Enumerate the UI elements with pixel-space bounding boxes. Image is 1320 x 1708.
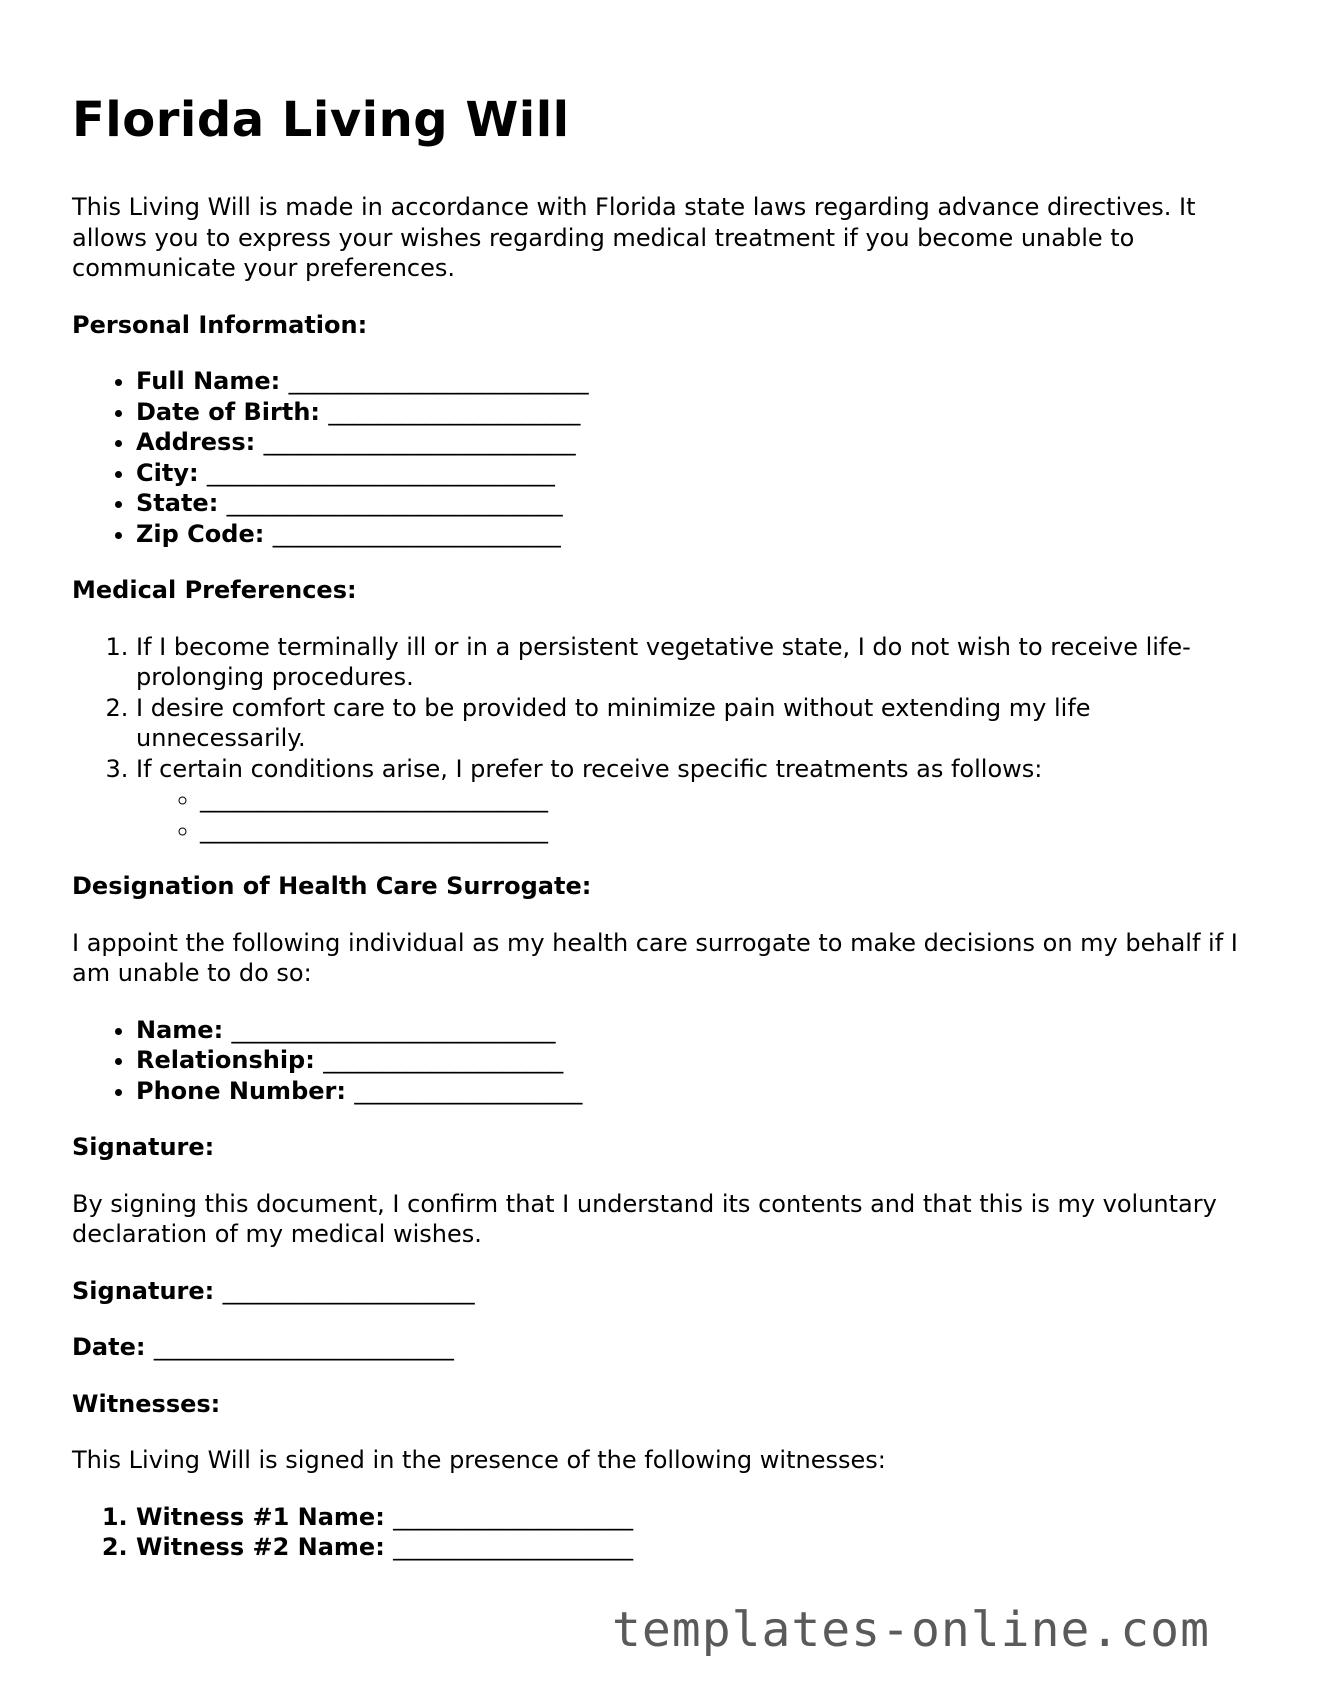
medical-preference-item: 1. If I become terminally ill or in a persistent vegetative state, I do not wish to receive life-prolonging procedures.: [136, 632, 1252, 693]
address-blank[interactable]: __________________________: [263, 428, 576, 456]
watermark-text: templates-online.com: [612, 1602, 1210, 1658]
witness-2-field: [136, 1532, 1252, 1563]
phone-number-field: [136, 1076, 1252, 1107]
witness-1-blank[interactable]: ____________________: [393, 1502, 634, 1531]
specific-treatment-item: [200, 815, 1252, 846]
full-name-blank[interactable]: _________________________: [288, 367, 589, 395]
field-label: City:: [136, 458, 199, 487]
signature-field: [72, 1276, 1252, 1307]
medical-preferences-list: [72, 632, 1252, 846]
field-label: Name:: [136, 1015, 224, 1044]
field-label: Relationship:: [136, 1046, 315, 1074]
personal-info-list: [72, 366, 1252, 549]
surrogate-heading: Designation of Health Care Surrogate:: [72, 872, 592, 900]
medical-preference-item: 2. I desire comfort care to be provided to minimize pain without extending my life unnecessarily.: [136, 693, 1252, 754]
intro-paragraph: This Living Will is made in accordance with Florida state laws regarding advance directives. It allows you to express your wishes regarding medical treatment if you become unable to communicate your preferences.: [72, 193, 1196, 282]
date-of-birth-blank[interactable]: _____________________: [328, 397, 581, 426]
zip-code-field: [136, 519, 1252, 550]
surrogate-name-blank[interactable]: ___________________________: [231, 1015, 556, 1044]
signature-blank[interactable]: _____________________: [222, 1276, 475, 1305]
field-label: State:: [136, 489, 219, 517]
specific-treatment-blank[interactable]: _____________________________: [200, 785, 548, 813]
field-label: Date:: [72, 1333, 146, 1361]
state-blank[interactable]: ____________________________: [226, 489, 563, 517]
phone-number-blank[interactable]: ___________________: [354, 1076, 583, 1105]
witnesses-list: [72, 1502, 1252, 1563]
field-label: Address:: [136, 428, 256, 456]
city-field: [136, 458, 1252, 489]
city-blank[interactable]: _____________________________: [206, 458, 555, 487]
state-field: [136, 488, 1252, 519]
zip-code-blank[interactable]: ________________________: [272, 519, 561, 548]
address-field: [136, 427, 1252, 458]
date-of-birth-field: [136, 397, 1252, 428]
field-label: Full Name:: [136, 367, 281, 395]
relationship-field: [136, 1045, 1252, 1076]
field-label: Phone Number:: [136, 1076, 346, 1105]
surrogate-name-field: [136, 1015, 1252, 1046]
medical-preferences-heading: Medical Preferences:: [72, 576, 357, 604]
relationship-blank[interactable]: ____________________: [323, 1046, 564, 1074]
witnesses-paragraph: This Living Will is signed in the presence of the following witnesses:: [72, 1446, 886, 1474]
field-label: Witness #1 Name:: [136, 1502, 385, 1531]
date-field: [72, 1332, 1252, 1363]
full-name-field: [136, 366, 1252, 397]
medical-preference-text: If certain conditions arise, I prefer to receive specific treatments as follows:: [136, 754, 1043, 783]
specific-treatments-list: [136, 784, 1252, 845]
document-page: [72, 90, 1252, 1589]
signature-heading: Signature:: [72, 1133, 215, 1161]
specific-treatment-item: [200, 784, 1252, 815]
witnesses-heading: Witnesses:: [72, 1389, 221, 1418]
surrogate-paragraph: I appoint the following individual as my health care surrogate to make decisions on my behalf if I am unable to do so:: [72, 928, 1238, 987]
surrogate-list: [72, 1015, 1252, 1107]
personal-info-heading: Personal Information:: [72, 310, 368, 339]
date-blank[interactable]: _________________________: [153, 1333, 454, 1361]
witness-2-blank[interactable]: ____________________: [393, 1533, 634, 1561]
field-label: Date of Birth:: [136, 397, 321, 426]
field-label: Witness #2 Name:: [136, 1533, 385, 1561]
specific-treatment-blank[interactable]: _____________________________: [200, 815, 548, 844]
field-label: Zip Code:: [136, 519, 265, 548]
medical-preference-item: [136, 754, 1252, 846]
document-title: Florida Living Will: [72, 92, 570, 148]
witness-1-field: [136, 1502, 1252, 1533]
signature-paragraph: By signing this document, I confirm that I understand its contents and that this is my voluntary declaration of my medical wishes.: [72, 1189, 1217, 1248]
field-label: Signature:: [72, 1276, 215, 1305]
